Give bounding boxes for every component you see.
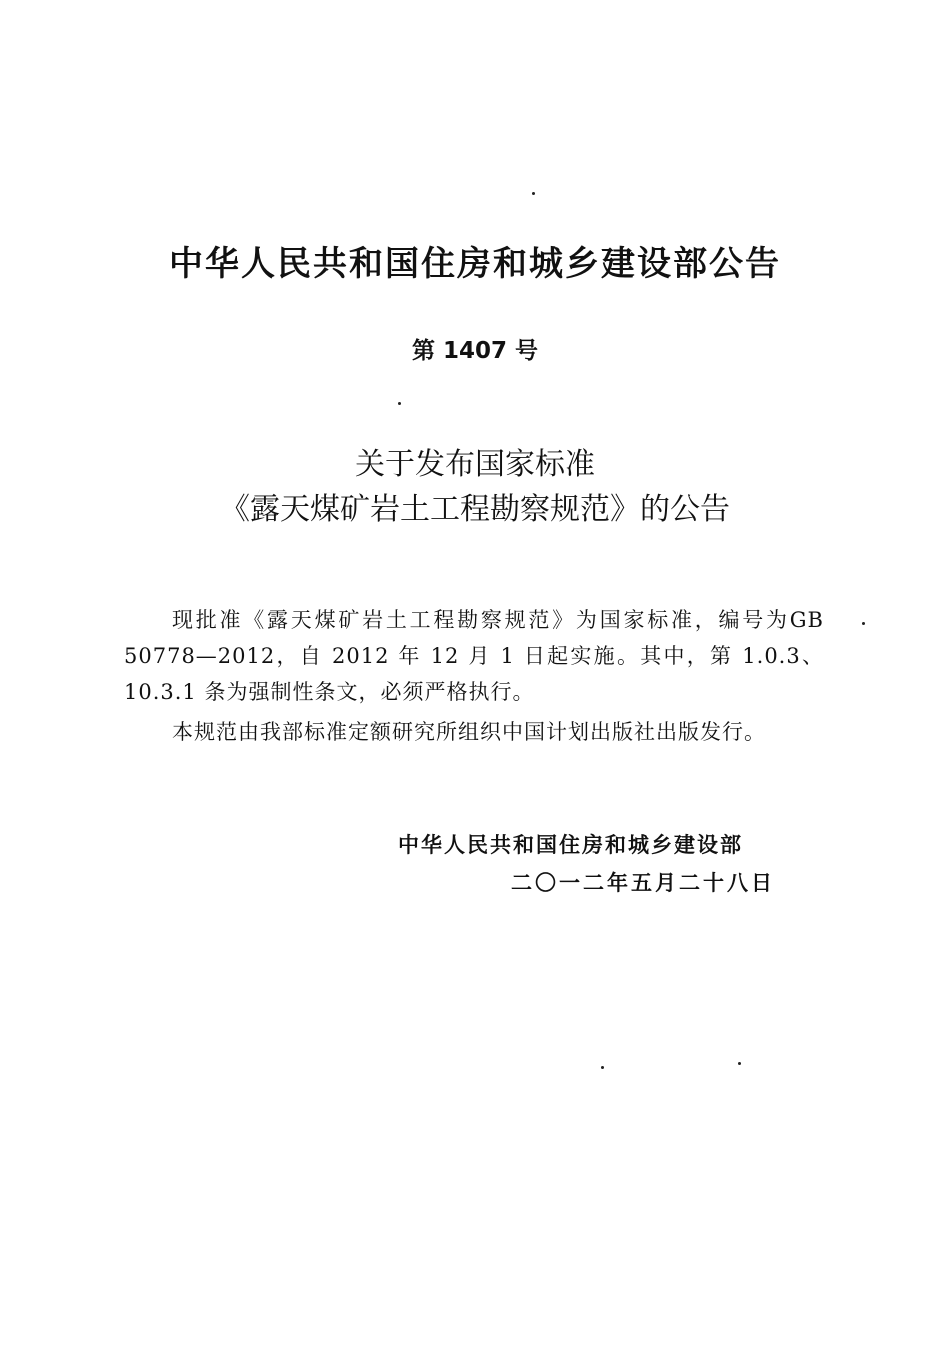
scan-speck: [738, 1062, 741, 1065]
subtitle-line-2: 《露天煤矿岩土工程勘察规范》的公告: [220, 492, 730, 527]
paragraph-text: 本规范由我部标准定额研究所组织中国计划出版社出版发行。: [172, 720, 766, 744]
body-paragraph-1: [124, 602, 824, 710]
body-paragraph-2: [124, 714, 824, 750]
scan-speck: [862, 622, 865, 625]
announcement-number: 第 1407 号: [411, 338, 539, 364]
announcement-title: 中华人民共和国住房和城乡建设部公告: [169, 244, 781, 284]
scan-speck: [398, 402, 401, 405]
paragraph-text: 现批准《露天煤矿岩土工程勘察规范》为国家标准，编号为GB 50778—2012，自 2012 年 12 月 1 日起实施。其中，第 1.0.3、10.3.1 条为强制性条文，必须严格执行。: [124, 608, 824, 704]
scan-speck: [532, 192, 535, 195]
subtitle-line-1: 关于发布国家标准: [355, 447, 595, 482]
issue-date: 二〇一二年五月二十八日: [511, 871, 775, 895]
signatory: 中华人民共和国住房和城乡建设部: [398, 833, 743, 857]
scan-speck: [601, 1066, 604, 1069]
